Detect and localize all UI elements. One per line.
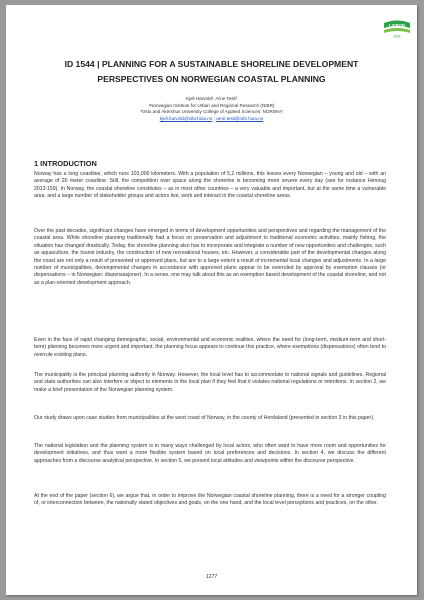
body-paragraph-4: The municipality is the principal planning authority in Norway. However, the local level has to accommodate to national signals and guidelines. Regional and state authorities can also interfere or object to elements in the local plan if they feel that it violates national regulations or intentions. In section 2, we make a brief presentation of the Norwegian planning system. bbox=[34, 372, 386, 393]
affiliation-1: ¹Norwegian Institute for Urban and Regional Research (NIBR) bbox=[148, 102, 275, 108]
email-link-1[interactable]: kjell.harvold@nibr.hioa.no bbox=[159, 115, 213, 121]
conference-logo bbox=[382, 19, 412, 39]
body-paragraph-1: Norway has a long coastline, which runs 103,000 kilometers. With a population of 5,2 millions, this leaves every Norwegian – young and old – with an average of 20 meter coastline. Still, the competition over space along the shoreline is becoming more severe every day (see for instance Henoug 2013:159). In Norway, the coastal shoreline constitutes – as in most other countries – a very valuable and important, but at the same time a vulnerable area, and a large number of stakeholder groups and actors live, work and interact in the coastal shoreline areas. bbox=[34, 171, 386, 200]
document-page bbox=[6, 5, 417, 595]
email-separator: ; bbox=[212, 115, 217, 121]
body-paragraph-6: The national legislation and the planning system is in many ways challenged by local actors, who often want to have more room and opportunities for development initiatives, and thus want a more flexible system based on local preferences and decisions. In section 4, we discuss the different approaches from a discourse analytical perspective. In section 5, we present local attitudes and viewpoints within the discourse perspective. bbox=[34, 443, 386, 464]
email-link-2[interactable]: arne.tesli@nibr.hioa.no bbox=[216, 115, 264, 121]
title-line-2: PERSPECTIVES ON NORWEGIAN COASTAL PLANNING bbox=[97, 74, 326, 84]
body-paragraph-7: At the end of the paper (section 6), we argue that, in order to improve the Norwegian coastal shoreline planning, there is a need for a stronger coupling of, or interconnection between, the nationally stated objectives and goals, on the one hand, and the local level perceptions and practices, on the other. bbox=[34, 493, 386, 507]
author-names: Kjell Harvold¹; Arne Tesli² bbox=[185, 96, 238, 101]
author-block bbox=[6, 96, 417, 122]
body-paragraph-2: Over the past decades, significant changes have emerged in terms of development opportunities and perspectives and regarding the management of the coastal area. While shoreline planning traditionally had a focus on preservation and adjustment to traditional economic activities, mainly fishing, the situation has changed drastically. Today, the shoreline planning also has to incorporate and integrate a number of new opportunities and challenges, such as aquaculture, the tourist industry, the construction of new recreational houses, etc. However, a considerable part of the developmental changes along the coast are not only a result of presented or approved plans, but are to a large extent a result of incremental local changes and adjustments. In a large number of municipalities, developmental changes in accordance with approved plans appear to be overruled by approval by exemption clauses (or dispensations – in Norwegian: dispensasjoner). In a sense, one may talk about this as an exemption based development of the coastal shoreline, and not as a plan-oriented development approach. bbox=[34, 228, 386, 286]
logo-subtext: 2014 bbox=[393, 34, 401, 39]
section-heading: 1 INTRODUCTION bbox=[34, 159, 97, 168]
body-paragraph-5: Our study draws upon case studies from municipalities at the west coast of Norway, in the county of Hordaland (presented in section 3 in this paper). bbox=[34, 415, 375, 421]
title-line-1: ID 1544 | PLANNING FOR A SUSTAINABLE SHORELINE DEVELOPMENT bbox=[64, 59, 359, 69]
body-paragraph-3: Even in the face of rapid changing demographic, social, environmental and economic realities, where the need for (long-term, medium-term and short-term) planning becomes more urgent and important, the planning focus appears to continue this practice, where exemptions (dispensations) often tend to overrule existing plans. bbox=[34, 337, 386, 358]
page-number: 1277 bbox=[205, 574, 218, 580]
author-emails bbox=[6, 116, 417, 123]
paper-title bbox=[6, 57, 417, 87]
affiliation-2: ²Oslo and Akershus University College of Applied Sciences; NORWAY bbox=[140, 109, 283, 115]
logo-text: LISBON bbox=[389, 23, 405, 29]
